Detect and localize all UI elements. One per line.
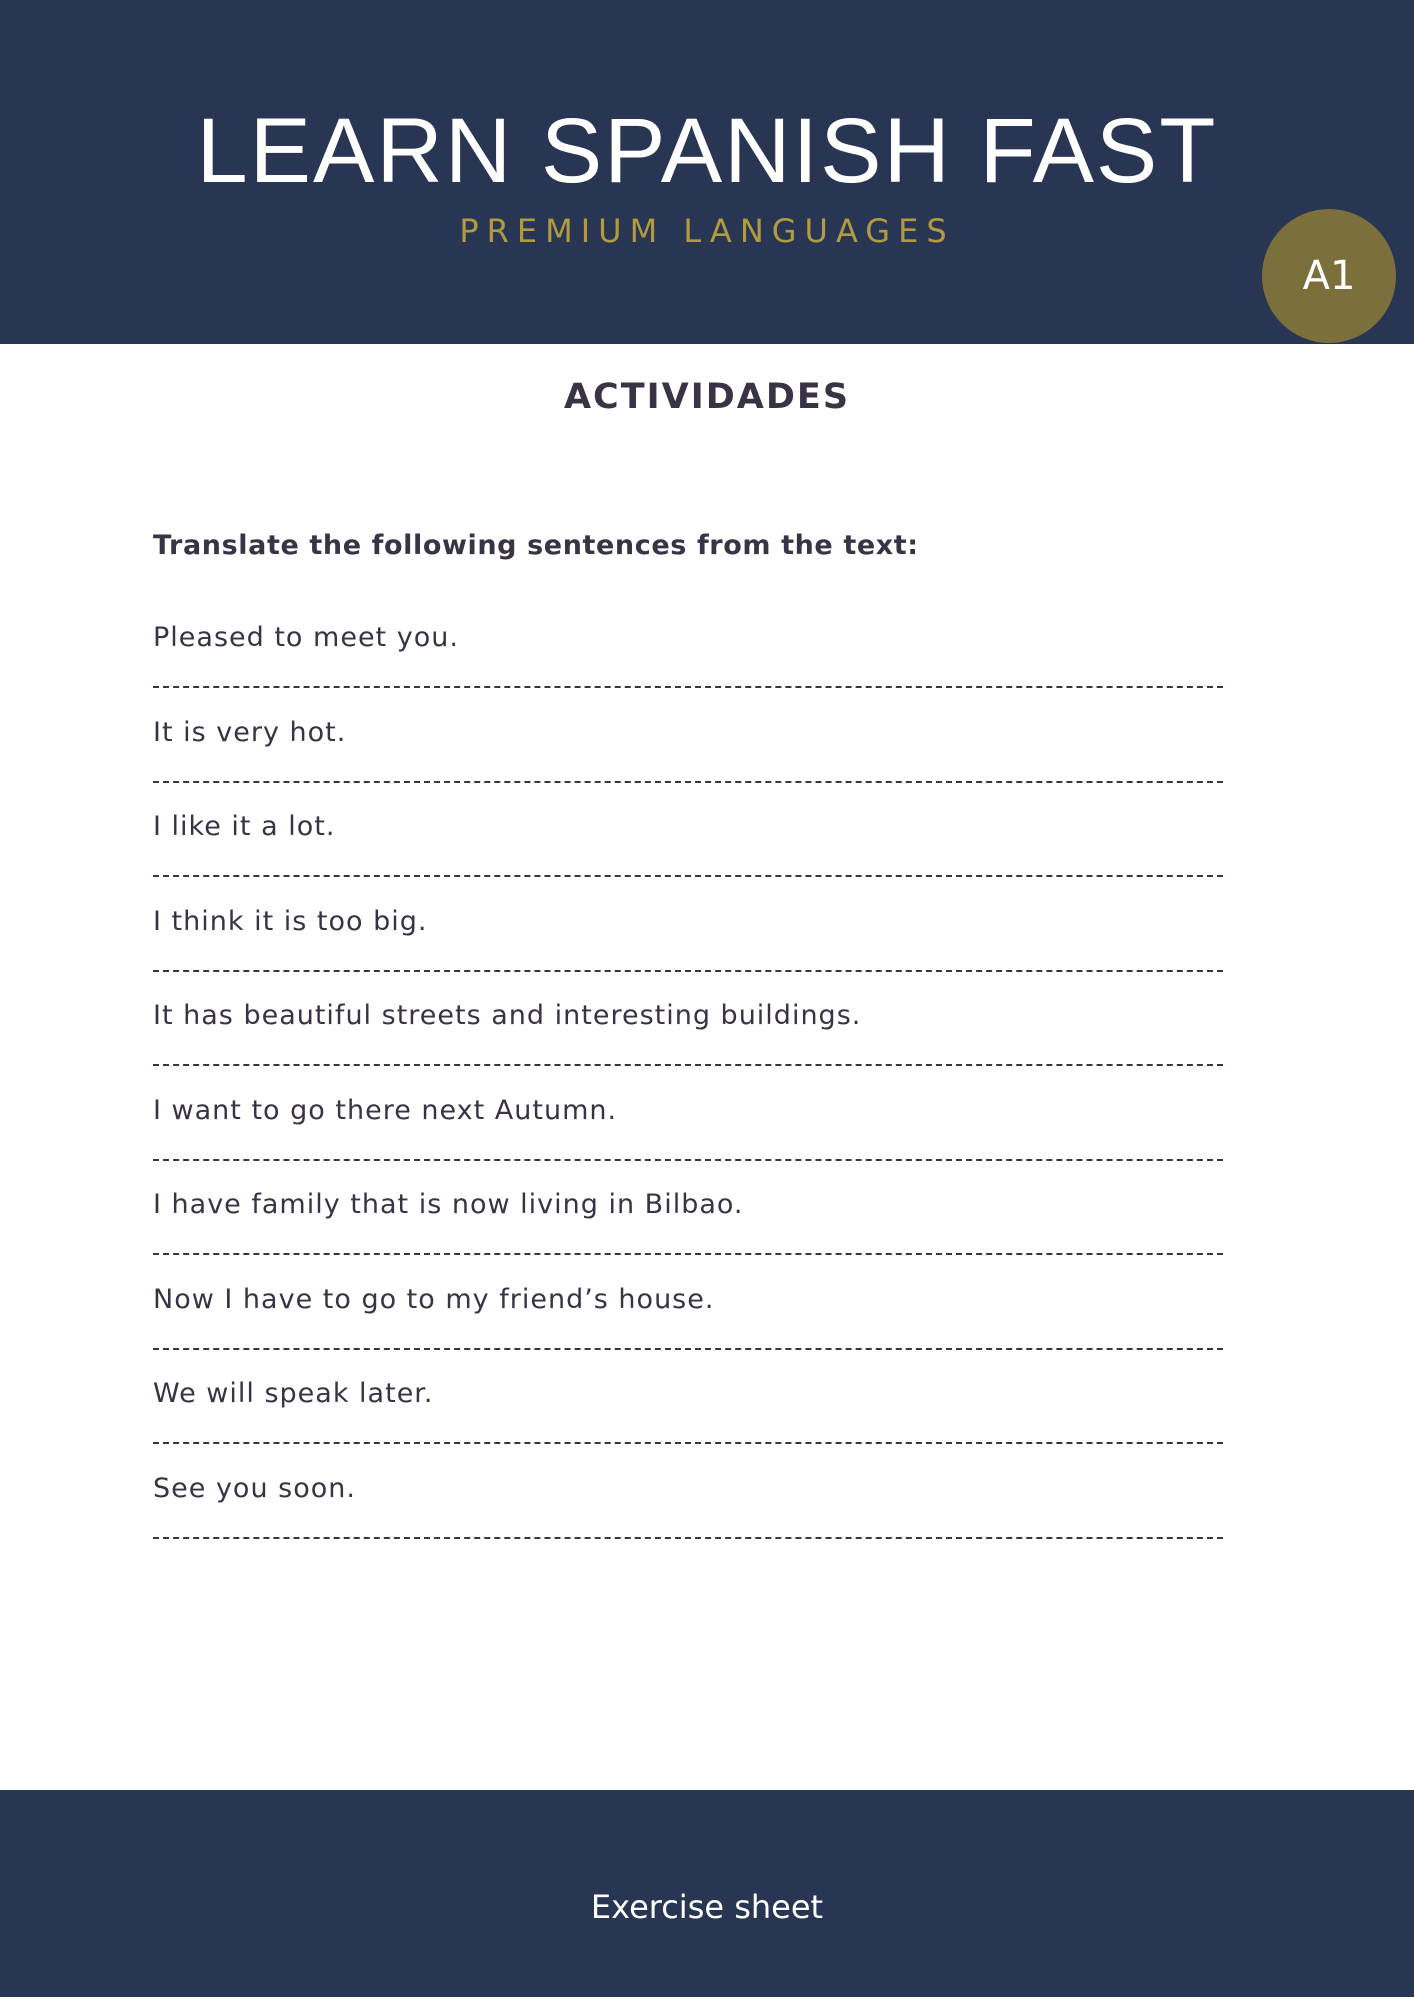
exercise-sentence: It is very hot. xyxy=(153,716,347,748)
exercise-item xyxy=(153,1000,1223,1095)
exercise-sentence: I want to go there next Autumn. xyxy=(153,1094,618,1126)
exercise-item xyxy=(153,717,1223,812)
exercise-sentence: It has beautiful streets and interesting buildings. xyxy=(153,1000,862,1031)
answer-line[interactable] xyxy=(153,1537,1223,1539)
brand-title: LEARN SPANISH FAST xyxy=(196,100,1218,202)
exercise-item xyxy=(153,1189,1223,1284)
instructions: Translate the following sentences from the text: xyxy=(153,530,919,561)
answer-line[interactable] xyxy=(153,1064,1223,1066)
section-title: ACTIVIDADES xyxy=(563,377,851,417)
exercise-item xyxy=(153,1378,1223,1473)
exercise-item xyxy=(153,811,1223,906)
answer-line[interactable] xyxy=(153,875,1223,877)
answer-line[interactable] xyxy=(153,1442,1223,1444)
exercise-item xyxy=(153,622,1223,717)
level-badge: A1 xyxy=(1262,209,1396,343)
answer-line[interactable] xyxy=(153,1159,1223,1161)
exercise-list xyxy=(153,622,1223,1567)
exercise-sentence: We will speak later. xyxy=(153,1378,434,1409)
exercise-sentence: Now I have to go to my friend’s house. xyxy=(153,1283,715,1315)
exercise-item xyxy=(153,1095,1223,1190)
exercise-sentence: Pleased to meet you. xyxy=(153,622,459,653)
brand-subtitle: PREMIUM LANGUAGES xyxy=(459,212,955,250)
answer-line[interactable] xyxy=(153,970,1223,972)
exercise-item xyxy=(153,1473,1223,1568)
exercise-sentence: See you soon. xyxy=(153,1472,356,1504)
footer-label: Exercise sheet xyxy=(590,1888,824,1926)
exercise-item xyxy=(153,1284,1223,1379)
exercise-sentence: I have family that is now living in Bilbao. xyxy=(153,1189,744,1220)
exercise-sentence: I think it is too big. xyxy=(153,905,428,937)
exercise-sentence: I like it a lot. xyxy=(153,811,336,842)
answer-line[interactable] xyxy=(153,1253,1223,1255)
answer-line[interactable] xyxy=(153,781,1223,783)
exercise-item xyxy=(153,906,1223,1001)
answer-line[interactable] xyxy=(153,1348,1223,1350)
answer-line[interactable] xyxy=(153,686,1223,688)
